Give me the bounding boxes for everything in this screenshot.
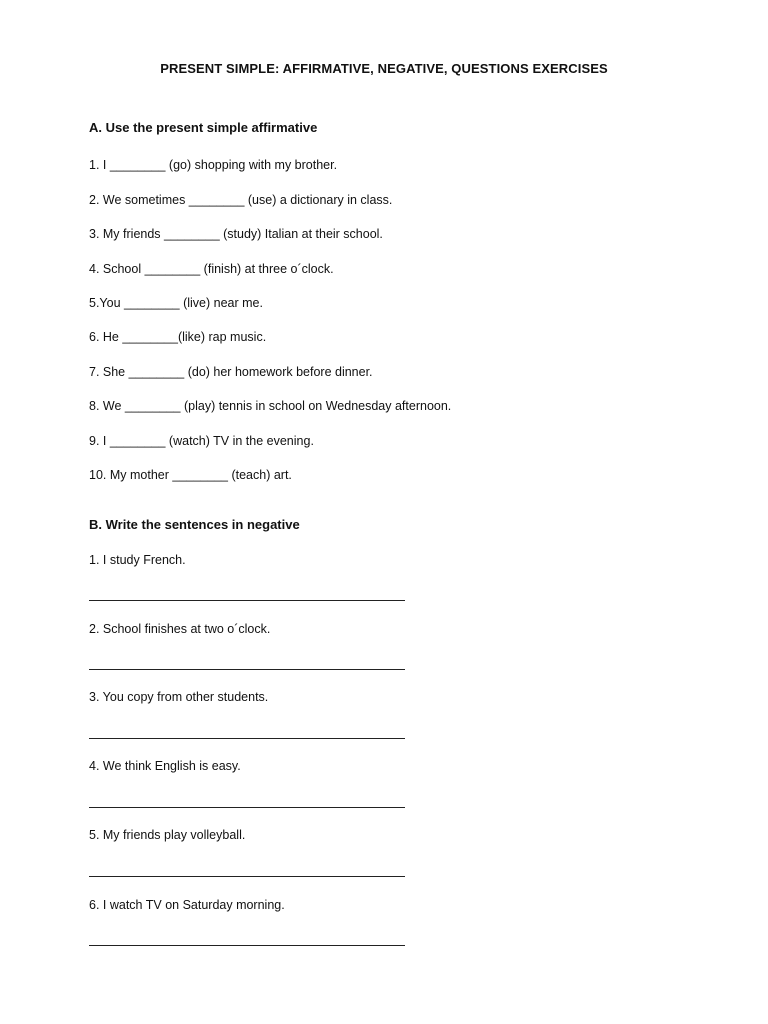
section-b-heading: B. Write the sentences in negative [89,517,300,532]
section-a-item-8: 8. We ________ (play) tennis in school on Wednesday afternoon. [89,399,452,413]
answer-line-5[interactable] [89,876,405,877]
answer-line-4[interactable] [89,807,405,808]
section-b-item-4: 4. We think English is easy. [89,759,241,773]
answer-line-1[interactable] [89,600,405,601]
section-a-item-3: 3. My friends ________ (study) Italian at their school. [89,227,383,241]
section-a-item-5: 5.You ________ (live) near me. [89,296,263,310]
section-b-item-6: 6. I watch TV on Saturday morning. [89,898,285,912]
section-a-item-6: 6. He ________(like) rap music. [89,330,267,344]
answer-line-3[interactable] [89,738,405,739]
section-a-item-7: 7. She ________ (do) her homework before dinner. [89,365,373,379]
section-b-item-5: 5. My friends play volleyball. [89,828,246,842]
section-a-item-2: 2. We sometimes ________ (use) a dictionary in class. [89,193,393,207]
section-a-item-4: 4. School ________ (finish) at three o´clock. [89,262,334,276]
answer-line-6[interactable] [89,945,405,946]
section-a-item-9: 9. I ________ (watch) TV in the evening. [89,434,314,448]
section-b-item-1: 1. I study French. [89,553,186,567]
answer-line-2[interactable] [89,669,405,670]
section-b-item-2: 2. School finishes at two o´clock. [89,622,271,636]
section-b-item-3: 3. You copy from other students. [89,690,269,704]
worksheet-title: PRESENT SIMPLE: AFFIRMATIVE, NEGATIVE, QUESTIONS EXERCISES [160,61,608,76]
section-a-item-1: 1. I ________ (go) shopping with my brother. [89,158,338,172]
section-a-item-10: 10. My mother ________ (teach) art. [89,468,292,482]
section-a-heading: A. Use the present simple affirmative [89,120,318,135]
